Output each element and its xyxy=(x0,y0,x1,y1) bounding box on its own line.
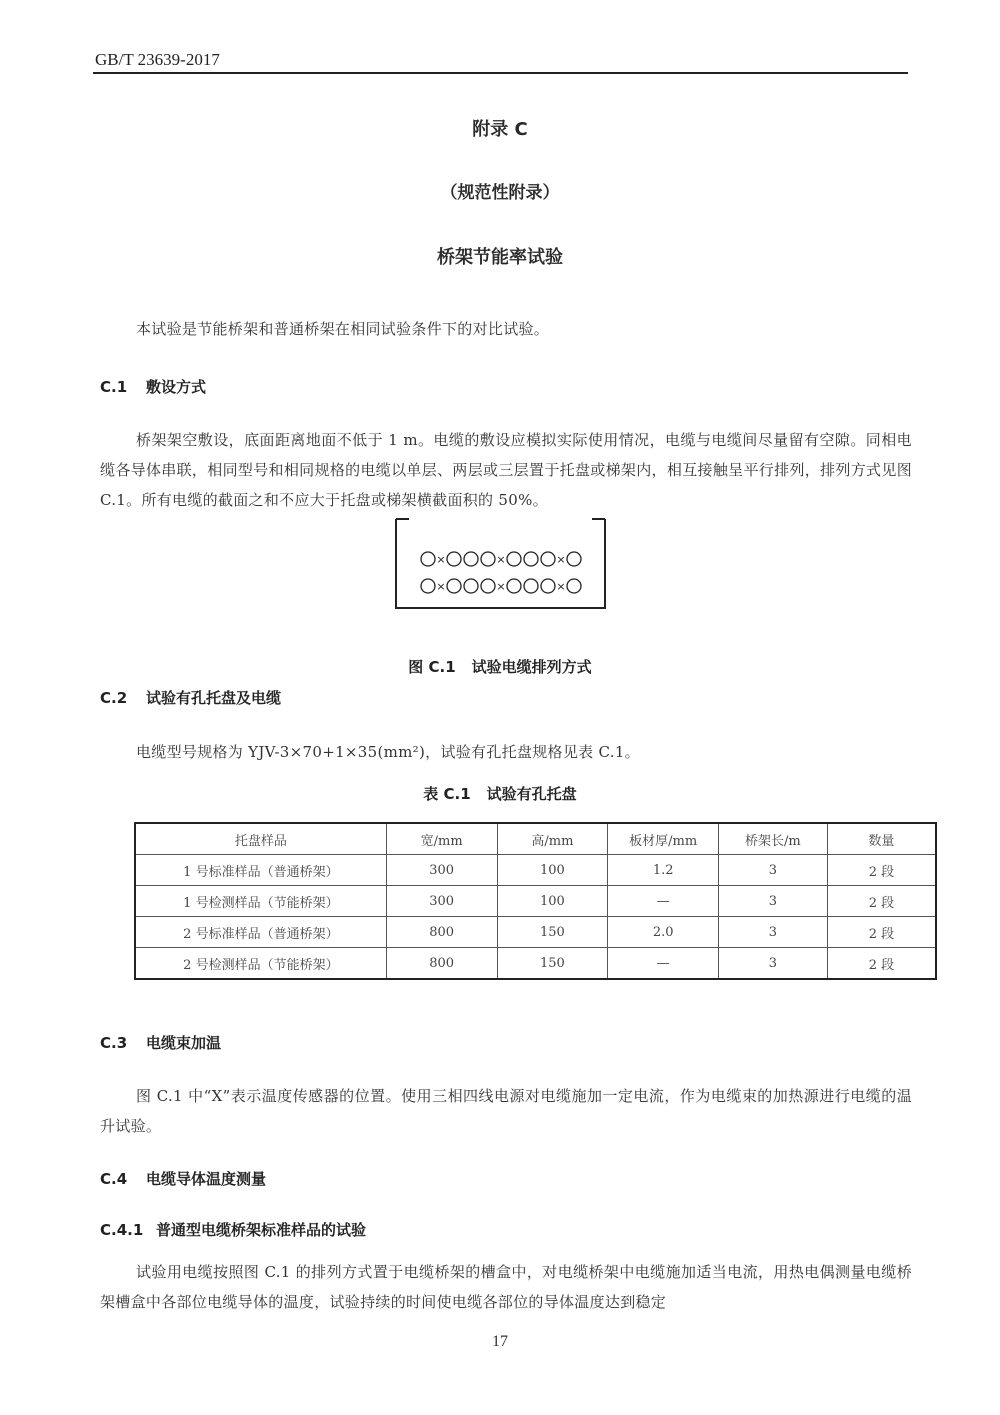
table-header-row xyxy=(135,823,936,855)
table-cell: 2.0 xyxy=(608,917,719,948)
temperature-sensor-mark: × xyxy=(556,580,566,593)
table-cell: 2 段 xyxy=(827,855,936,886)
table-cell: 3 xyxy=(719,948,828,980)
cable-circle xyxy=(464,552,478,566)
section-title: 敷设方式 xyxy=(146,378,207,396)
table-cell: 150 xyxy=(497,917,608,948)
appendix-title: 桥架节能率试验 xyxy=(437,247,563,268)
table-cell: 800 xyxy=(386,948,497,980)
column-header: 桥架长/m xyxy=(719,823,828,855)
cable-circle xyxy=(507,552,521,566)
table-cell: 2 段 xyxy=(827,948,936,980)
table-number: 表 C.1 xyxy=(423,785,471,803)
cable-circle xyxy=(421,579,435,593)
table-cell: 300 xyxy=(386,886,497,917)
table-cell: 3 xyxy=(719,886,828,917)
page-number: 17 xyxy=(492,1333,508,1350)
section-title: 试验有孔托盘及电缆 xyxy=(146,689,282,707)
cable-circle xyxy=(447,552,461,566)
cable-circle xyxy=(567,552,581,566)
column-header: 板材厚/mm xyxy=(608,823,719,855)
section-title: 电缆束加温 xyxy=(146,1034,222,1052)
table-cell: 1.2 xyxy=(608,855,719,886)
appendix-type: （规范性附录） xyxy=(440,183,560,203)
cable-circle xyxy=(421,552,435,566)
section-c41-paragraph: 试验用电缆按照图 C.1 的排列方式置于电缆桥架的槽盒中，对电缆桥架中电缆施加适当电流，用热电偶测量电缆桥架槽盒中各部位电缆导体的温度，试验持续的时间使电缆各部位的导体温度达到稳定 xyxy=(100,1263,912,1311)
cable-circle xyxy=(481,579,495,593)
section-number: C.3 xyxy=(100,1034,128,1052)
cable-arrangement-figure xyxy=(395,515,607,611)
table-cell: 2 段 xyxy=(827,886,936,917)
temperature-sensor-mark: × xyxy=(496,553,506,566)
table-row xyxy=(135,855,936,886)
section-title: 电缆导体温度测量 xyxy=(146,1170,267,1188)
table-cell: — xyxy=(608,948,719,980)
table-cell: 100 xyxy=(497,886,608,917)
section-c41-heading xyxy=(100,1219,366,1240)
section-c3-heading xyxy=(100,1032,221,1053)
temperature-sensor-mark: × xyxy=(556,553,566,566)
table-cell: 2 号检测样品（节能桥架） xyxy=(135,948,386,980)
section-c1-heading xyxy=(100,376,206,397)
temperature-sensor-mark: × xyxy=(436,553,446,566)
tray-spec-table xyxy=(134,822,937,980)
table-caption-text: 试验有孔托盘 xyxy=(486,785,577,803)
column-header: 数量 xyxy=(827,823,936,855)
table-caption xyxy=(0,783,1000,804)
table-row xyxy=(135,948,936,980)
appendix-label: 附录 C xyxy=(472,119,528,140)
cable-circle xyxy=(507,579,521,593)
table-cell: 150 xyxy=(497,948,608,980)
section-number: C.4 xyxy=(100,1170,128,1188)
table-cell: 2 号标准样品（普通桥架） xyxy=(135,917,386,948)
table-cell: — xyxy=(608,886,719,917)
section-number: C.4.1 xyxy=(100,1221,144,1239)
section-c4-heading xyxy=(100,1168,266,1189)
section-number: C.2 xyxy=(100,689,128,707)
table-cell: 800 xyxy=(386,917,497,948)
table-cell: 3 xyxy=(719,855,828,886)
figure-caption xyxy=(0,656,1000,677)
table-row xyxy=(135,886,936,917)
section-c2-paragraph: 电缆型号规格为 YJV-3×70+1×35(mm²)，试验有孔托盘规格见表 C.1。 xyxy=(136,743,640,761)
section-c3-paragraph: 图 C.1 中“X”表示温度传感器的位置。使用三相四线电源对电缆施加一定电流，作为电缆束的加热源进行电缆的温升试验。 xyxy=(100,1087,912,1135)
cable-circle xyxy=(567,579,581,593)
column-header: 托盘样品 xyxy=(135,823,386,855)
intro-paragraph: 本试验是节能桥架和普通桥架在相同试验条件下的对比试验。 xyxy=(136,320,550,338)
header-rule xyxy=(93,72,908,74)
section-number: C.1 xyxy=(100,378,128,396)
figure-caption-text: 试验电缆排列方式 xyxy=(471,658,592,676)
cable-circle xyxy=(524,552,538,566)
figure-number: 图 C.1 xyxy=(408,658,456,676)
table-cell: 1 号检测样品（节能桥架） xyxy=(135,886,386,917)
column-header: 宽/mm xyxy=(386,823,497,855)
table-row xyxy=(135,917,936,948)
temperature-sensor-mark: × xyxy=(436,580,446,593)
table-cell: 3 xyxy=(719,917,828,948)
table-cell: 1 号标准样品（普通桥架） xyxy=(135,855,386,886)
section-title: 普通型电缆桥架标准样品的试验 xyxy=(156,1221,367,1239)
column-header: 高/mm xyxy=(497,823,608,855)
cable-circle xyxy=(464,579,478,593)
cable-circle xyxy=(481,552,495,566)
cable-circle xyxy=(447,579,461,593)
table-cell: 100 xyxy=(497,855,608,886)
table-cell: 2 段 xyxy=(827,917,936,948)
section-c2-heading xyxy=(100,687,281,708)
cable-circle xyxy=(541,579,555,593)
cable-circle xyxy=(524,579,538,593)
cable-circle xyxy=(541,552,555,566)
document-code: GB/T 23639-2017 xyxy=(95,50,220,69)
temperature-sensor-mark: × xyxy=(496,580,506,593)
section-c1-paragraph: 桥架架空敷设，底面距离地面不低于 1 m。电缆的敷设应模拟实际使用情况，电缆与电缆间尽量留有空隙。同相电缆各导体串联，相同型号和相同规格的电缆以单层、两层或三层置于托盘或梯架内，相互接触呈平行排列，排列方式见图 C.1。所有电缆的截面之和不应大于托盘或梯架横截面积的 50%。 xyxy=(100,431,912,509)
table-cell: 300 xyxy=(386,855,497,886)
